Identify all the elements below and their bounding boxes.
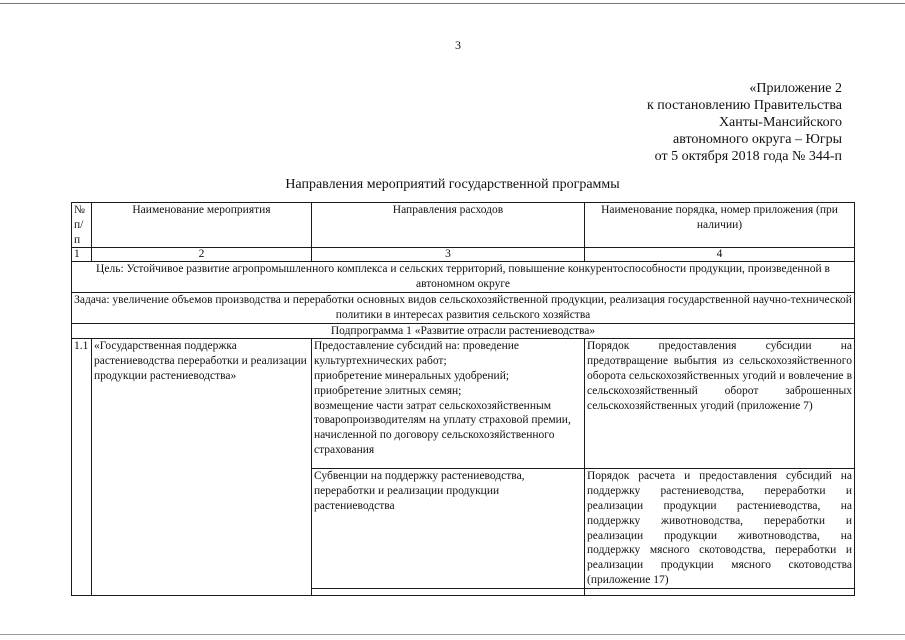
measure-name: «Государственная поддержка растениеводства переработки и реализации продукции растениеводства» xyxy=(92,339,312,595)
appendix-line: от 5 октября 2018 года № 344-п xyxy=(654,149,842,164)
row-number: 1.1 xyxy=(72,339,92,595)
column-number: 3 xyxy=(312,248,585,262)
table-container xyxy=(71,202,854,596)
appendix-line: «Приложение 2 xyxy=(749,81,842,96)
goal-text: Цель: Устойчивое развитие агропромышленного комплекса и сельских территорий, повышение конкурентоспособности продукции, произведенной в автономном округе xyxy=(72,262,855,293)
expense-direction-line: приобретение элитных семян; xyxy=(314,384,462,397)
expense-directions-cell xyxy=(312,339,585,469)
header-measure-name: Наименование мероприятия xyxy=(92,203,312,248)
table-row xyxy=(72,339,855,469)
scan-edge-top xyxy=(0,3,905,4)
measures-table xyxy=(71,202,855,596)
scan-edge-bottom xyxy=(0,634,905,635)
procedure-cell: Порядок предоставления субсидии на предотвращение выбытия из сельскохозяйственного оборота сельскохозяйственных угодий и вовлечение в сельскохозяйственный оборот заброшенных сельскохозяйственных угодий (приложение 7) xyxy=(585,339,855,469)
header-procedure-name: Наименование порядка, номер приложения (при наличии) xyxy=(585,203,855,248)
expense-direction-line: Предоставление субсидий на: проведение культуртехнических работ; xyxy=(314,340,520,368)
appendix-line: к постановлению Правительства xyxy=(646,98,842,113)
page-number: 3 xyxy=(455,38,461,52)
expense-direction-line: приобретение минеральных удобрений; xyxy=(314,369,510,382)
header-number: № п/п xyxy=(72,203,92,248)
column-number: 2 xyxy=(92,248,312,262)
expense-direction-line: Субвенции на поддержку растениеводства, переработки и реализации продукции растениеводства xyxy=(314,470,525,512)
continuation-cell xyxy=(585,588,855,595)
continuation-cell xyxy=(312,588,585,595)
appendix-line: автономного округа – Югры xyxy=(673,132,842,147)
table-header-row xyxy=(72,203,855,248)
appendix-line: Ханты-Мансийского xyxy=(718,115,842,130)
subprogram-text: Подпрограмма 1 «Развитие отрасли растениеводства» xyxy=(72,323,855,339)
column-number: 4 xyxy=(585,248,855,262)
subprogram-row xyxy=(72,323,855,339)
expense-directions-cell xyxy=(312,469,585,588)
header-expense-directions: Направления расходов xyxy=(312,203,585,248)
goal-row xyxy=(72,262,855,293)
column-number: 1 xyxy=(72,248,92,262)
task-row xyxy=(72,292,855,323)
column-numbers-row xyxy=(72,248,855,262)
task-text: Задача: увеличение объемов производства и переработки основных видов сельскохозяйственной продукции, реализация государственной научно-технической политики в интересах развития сельского хозяйства xyxy=(72,292,855,323)
procedure-cell: Порядок расчета и предоставления субсидий на поддержку растениеводства, переработки и реализации продукции растениеводства, на поддержку животноводства, переработки и реализации продукции животноводства, на поддержку мясного скотоводства, переработки и реализации продукции мясного скотоводства (приложение 17) xyxy=(585,469,855,588)
document-title: Направления мероприятий государственной программы xyxy=(285,177,620,192)
expense-direction-line: возмещение части затрат сельскохозяйственным товаропроизводителям на уплату страховой премии, начисленной по договору сельскохозяйственного страхования xyxy=(314,399,571,456)
appendix-header xyxy=(542,80,842,165)
